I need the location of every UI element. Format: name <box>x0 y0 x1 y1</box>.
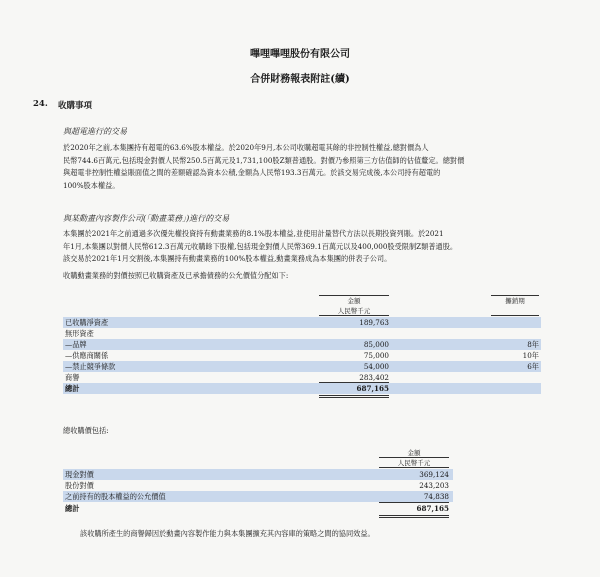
table-row: —品牌 85,000 8年 <box>65 340 539 349</box>
document-title: 合併財務報表附註(續) <box>250 74 350 85</box>
paragraph-1 <box>63 142 573 192</box>
allocation-intro: 收購動畫業務的對價按照已收購資產及已承擔債務的公允價值分配如下: <box>63 271 289 280</box>
subsection-title-1: 與超電進行的交易 <box>63 127 127 136</box>
table-row: 之前持有的股本權益的公允價值 74,838 <box>63 491 453 502</box>
consideration-table <box>63 442 541 522</box>
table-row: 現金對價 369,124 <box>63 469 453 480</box>
paragraph-line: 與超電非控制性權益賬面值之間的差額確認為資本公積,金額為人民幣193.3百萬元。於該交易完成後,本公司持有超電的 <box>63 168 441 178</box>
paragraph-line: 該交易於2021年1月交割後,本集團持有動畫業務的100%股本權益,動畫業務成為本集團的併表子公司。 <box>63 254 392 264</box>
table-total-row: 總計 687,165 <box>65 504 449 513</box>
amount-header: 金額 <box>407 449 421 457</box>
section-number: 24. <box>33 99 48 109</box>
allocation-table <box>63 290 541 400</box>
section-title: 收購事項 <box>58 101 93 111</box>
company-name: 嗶哩嗶哩股份有限公司 <box>250 49 350 60</box>
table-total-row: 總計 687,165 <box>63 383 541 394</box>
table-row: 已收購淨資產 189,763 <box>63 317 541 328</box>
table-row: —禁止競爭條款 54,000 6年 <box>65 362 539 371</box>
goodwill-note: 該收購所產生的商譽歸因於動畫內容製作能力與本集團擴充其內容庫的策略之間的協同效益。 <box>80 529 375 538</box>
table-row: —供應商關係 75,000 10年 <box>65 351 539 360</box>
paragraph-2 <box>63 228 573 266</box>
amount-unit: 人民幣千元 <box>397 459 431 467</box>
consideration-intro: 總收購價包括: <box>63 426 109 435</box>
amount-unit: 人民幣千元 <box>337 307 371 315</box>
table-row: 商譽 283,402 <box>65 373 389 382</box>
amount-header: 金額 <box>347 297 361 305</box>
paragraph-line: 於2020年之前,本集團持有超電的63.6%股本權益。於2020年9月,本公司收購超電其餘的非控制性權益,總對價為人 <box>63 143 429 152</box>
subsection-title-2: 與某動畫內容製作公司(「動畫業務」)進行的交易 <box>63 214 230 223</box>
paragraph-line: 民幣744.6百萬元,包括現金對價人民幣250.5百萬元及1,731,100股Z類普通股。對價乃參照第三方估值師的估值釐定。總對價 <box>63 155 465 165</box>
paragraph-line: 本集團於2021年之前通過多次優先權投資持有動畫業務的8.1%股本權益,並使用計量替代方法以長期投資列賬。於2021 <box>63 229 444 238</box>
table-row: 股份對價 243,203 <box>65 481 449 490</box>
table-row: 無形資產 <box>65 329 94 338</box>
paragraph-line: 100%股本權益。 <box>63 180 120 190</box>
period-header: 攤銷期 <box>505 297 525 305</box>
paragraph-line: 年1月,本集團以對價人民幣612.3百萬元收購餘下股權,包括現金對價人民幣369.1百萬元以及400,000股受限制Z類普通股。 <box>63 241 458 251</box>
